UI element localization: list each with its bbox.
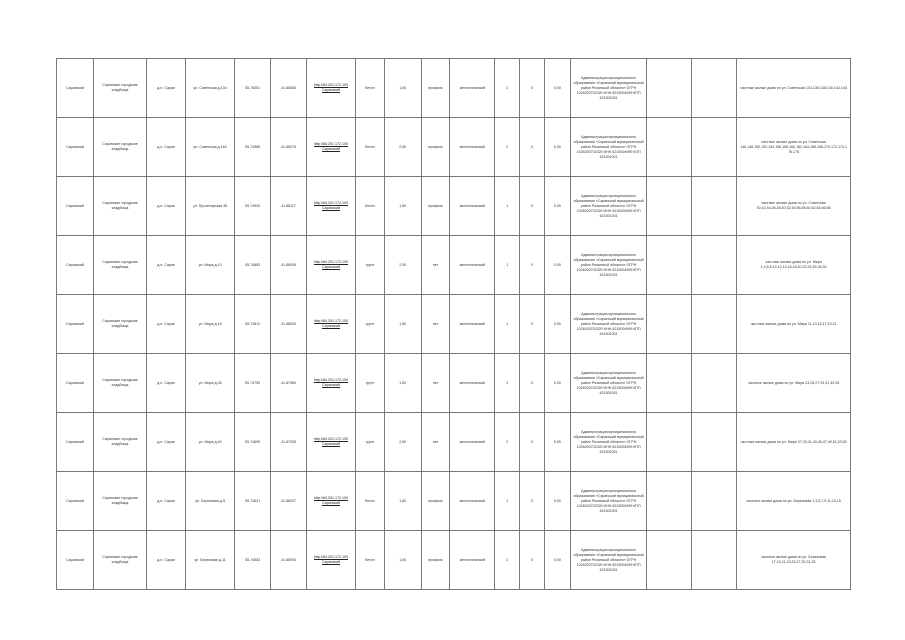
table-cell: частные жилые дома по ул. Мира 11,13,15,17,19,21 (737, 295, 851, 354)
table-cell: Сарапские городские кладбища (93, 354, 146, 413)
table-cell: Администрация муниципального образования «Сарапский муниципальный район Рязанской области» ОГРН 1026200702320 ИНН 6215004999 КПП 621501001 (571, 177, 647, 236)
table-cell: Сарапский (57, 354, 94, 413)
table-cell: бетон (356, 531, 385, 590)
table-cell[interactable]: http://84.201.172.100 Сарапский (306, 354, 355, 413)
table-cell: 41.88275 (271, 118, 307, 177)
table-cell: частные жилые дома по ул. Березовая 17,19,21,23,25,27,29,31,33 (737, 531, 851, 590)
table-cell (646, 118, 691, 177)
table-cell: 1,60 (384, 59, 421, 118)
table-cell: металлический (450, 59, 495, 118)
table-cell: 0,00 (544, 354, 571, 413)
table-cell: 0 (519, 177, 544, 236)
table-cell: 41.88117 (271, 177, 307, 236)
table-cell: 0 (519, 531, 544, 590)
table-cell: 55.74695 (235, 413, 271, 472)
table-cell (646, 531, 691, 590)
table-cell[interactable]: http://84.201.172.100 Сарапский (306, 472, 355, 531)
table-cell: нет (421, 354, 450, 413)
table-cell: 55.74755 (235, 354, 271, 413)
table-cell: частные жилые дома по ул. Советская 134,136,138,140,142,144 (737, 59, 851, 118)
table-cell: 0 (519, 118, 544, 177)
table-cell: 41.88355 (271, 59, 307, 118)
table-cell: 0,00 (544, 177, 571, 236)
table-cell (692, 59, 737, 118)
table-cell (692, 236, 737, 295)
table-row (57, 295, 851, 354)
table-cell: частные жилые дома по ул. Мира 37,39,41,43,45,47,49,51,53,55 (737, 413, 851, 472)
table-cell: Администрация муниципального образования «Сарапский муниципальный район Рязанской области» ОГРН 1026200702320 ИНН 6215004999 КПП 621501001 (571, 295, 647, 354)
table-cell: д.п. Сарап (147, 118, 186, 177)
table-cell: грунт (356, 236, 385, 295)
table-cell[interactable]: http://84.201.172.100 Сарапский (306, 295, 355, 354)
table-cell: 55.75051 (235, 59, 271, 118)
table-row (57, 531, 851, 590)
table-cell: ул. Мира д.16 (186, 295, 235, 354)
table-cell: бетон (356, 118, 385, 177)
table-cell: ул. Березовая д.11 (186, 531, 235, 590)
table-cell: 1,60 (384, 177, 421, 236)
table-cell: 1,60 (384, 354, 421, 413)
table-cell: Сарапские городские кладбища (93, 472, 146, 531)
table-cell: 55.74811 (235, 295, 271, 354)
table-cell: нет (421, 413, 450, 472)
table-cell: профиль (421, 118, 450, 177)
table-cell: 41.87935 (271, 413, 307, 472)
table-cell: 0 (519, 59, 544, 118)
table-cell: частные жилые дома по ул. Советская 40,42,44,46,48,50,52,54,56,58,60,62,64,66,68 (737, 177, 851, 236)
table-cell (646, 413, 691, 472)
table-cell: частные жилые дома по ул. Мира 23,25,27,29,31,33,35 (737, 354, 851, 413)
table-cell (692, 354, 737, 413)
table-cell: Сарапский (57, 472, 94, 531)
table-cell: бетон (356, 177, 385, 236)
table-cell: 1 (495, 354, 520, 413)
table-cell: 1 (495, 531, 520, 590)
table-cell: 55.74985 (235, 118, 271, 177)
table-row (57, 118, 851, 177)
table-cell: грунт (356, 295, 385, 354)
table-cell: Сарапский (57, 236, 94, 295)
table-cell: Сарапские городские кладбища (93, 118, 146, 177)
table-cell: металлический (450, 354, 495, 413)
table-cell[interactable]: http://84.201.172.100 Сарапский (306, 118, 355, 177)
table-cell (692, 295, 737, 354)
table-cell: д.п. Сарап (147, 531, 186, 590)
table-cell: частные жилые дома по ул. Березовая 1,3,5,7,9,11,13,15 (737, 472, 851, 531)
table-body (57, 59, 851, 590)
table-cell: Сарапские городские кладбища (93, 531, 146, 590)
table-cell: ул. Советская д.162 (186, 118, 235, 177)
table-cell: ул. Мира д.40 (186, 413, 235, 472)
table-cell: ул. Мира д.28 (186, 354, 235, 413)
table-cell (646, 472, 691, 531)
table-cell (692, 413, 737, 472)
table-cell (646, 236, 691, 295)
table-cell: Администрация муниципального образования «Сарапский муниципальный район Рязанской области» ОГРН 1026200702320 ИНН 6215004999 КПП 621501001 (571, 118, 647, 177)
table-cell: 1 (495, 236, 520, 295)
table-cell: д.п. Сарап (147, 236, 186, 295)
table-cell: Администрация муниципального образования «Сарапский муниципальный район Рязанской области» ОГРН 1026200702320 ИНН 6215004999 КПП 621501001 (571, 531, 647, 590)
table-cell: Сарапские городские кладбища (93, 177, 146, 236)
table-cell: 0 (519, 236, 544, 295)
table-cell: 0,00 (544, 413, 571, 472)
table-cell: профиль (421, 472, 450, 531)
table-cell: д.п. Сарап (147, 295, 186, 354)
table-cell: ул. Советская д.104 (186, 59, 235, 118)
table-cell: Администрация муниципального образования «Сарапский муниципальный район Рязанской области» ОГРН 1026200702320 ИНН 6215004999 КПП 621501001 (571, 354, 647, 413)
registry-table (56, 58, 851, 590)
table-cell: 2,50 (384, 236, 421, 295)
table-cell: 2 (495, 413, 520, 472)
table-cell: частные жилые дома по ул. Мира 1,4,6,8,10,12,14,16,18,20,22,24,26,28,30 (737, 236, 851, 295)
table-cell[interactable]: http://84.201.172.100 Сарапский (306, 59, 355, 118)
table-row (57, 354, 851, 413)
table-cell (692, 177, 737, 236)
table-cell: 2,50 (384, 118, 421, 177)
table-cell (646, 295, 691, 354)
table-cell: Администрация муниципального образования «Сарапский муниципальный район Рязанской области» ОГРН 1026200702320 ИНН 6215004999 КПП 621501001 (571, 236, 647, 295)
table-cell: 55.74883 (235, 236, 271, 295)
table-cell: бетон (356, 59, 385, 118)
table-cell: 55.74930 (235, 177, 271, 236)
table-cell: 1 (495, 472, 520, 531)
table-cell: металлический (450, 295, 495, 354)
table-cell: Администрация муниципального образования «Сарапский муниципальный район Рязанской области» ОГРН 1026200702320 ИНН 6215004999 КПП 621501001 (571, 472, 647, 531)
table-cell (646, 177, 691, 236)
table-cell: Сарапский (57, 177, 94, 236)
table-cell: 41.88093 (271, 531, 307, 590)
table-cell: Сарапские городские кладбища (93, 59, 146, 118)
table-cell: 41.88059 (271, 236, 307, 295)
table-cell: 55.74583 (235, 531, 271, 590)
table-cell[interactable]: http://84.201.172.100 Сарапский (306, 177, 355, 236)
table-cell: 0 (519, 354, 544, 413)
table-cell: д.п. Сарап (147, 472, 186, 531)
table-cell: 0,00 (544, 236, 571, 295)
table-cell: Сарапские городские кладбища (93, 413, 146, 472)
table-cell[interactable]: http://84.201.172.100 Сарапский (306, 531, 355, 590)
table-cell: Сарапский (57, 413, 94, 472)
table-cell: 41.88025 (271, 295, 307, 354)
table-cell: металлический (450, 236, 495, 295)
table-cell (692, 472, 737, 531)
table-cell: 1,60 (384, 295, 421, 354)
table-cell: Сарапский (57, 531, 94, 590)
table-cell: металлический (450, 118, 495, 177)
table-cell: частные жилые дома по ул. Советская 146,148,150,152,154,156,158,160,162,164,166,168,170,172,174,176,178 (737, 118, 851, 177)
table-cell: профиль (421, 177, 450, 236)
table-cell: 0 (519, 472, 544, 531)
table-row (57, 59, 851, 118)
table-row (57, 472, 851, 531)
table-cell: металлический (450, 413, 495, 472)
table-cell: 1,60 (384, 531, 421, 590)
table-cell: металлический (450, 177, 495, 236)
table-cell (646, 59, 691, 118)
table-cell: 0,00 (544, 59, 571, 118)
table-row (57, 236, 851, 295)
table-cell: 2 (495, 118, 520, 177)
table-cell: нет (421, 295, 450, 354)
table-cell: 0,00 (544, 295, 571, 354)
table-cell: Сарапский (57, 59, 94, 118)
table-cell: металлический (450, 472, 495, 531)
table-cell: 0,00 (544, 531, 571, 590)
table-cell: д.п. Сарап (147, 413, 186, 472)
table-cell: Администрация муниципального образования «Сарапский муниципальный район Рязанской области» ОГРН 1026200702320 ИНН 6215004999 КПП 621501001 (571, 413, 647, 472)
table-cell: 41.87984 (271, 354, 307, 413)
table-cell (692, 531, 737, 590)
table-cell: 0,00 (544, 118, 571, 177)
table-cell: грунт (356, 354, 385, 413)
table-cell: ул. Пролетарская 35 (186, 177, 235, 236)
table-row (57, 413, 851, 472)
table-cell: нет (421, 236, 450, 295)
table-cell: 0 (519, 295, 544, 354)
table-cell: д.п. Сарап (147, 354, 186, 413)
table-cell: 0,00 (544, 472, 571, 531)
table-cell[interactable]: http://84.201.172.100 Сарапский (306, 236, 355, 295)
table-cell: Сарапский (57, 118, 94, 177)
table-cell: 1 (495, 59, 520, 118)
table-cell: ул. Березовая д.5 (186, 472, 235, 531)
table-cell: Сарапский (57, 295, 94, 354)
table-cell: профиль (421, 59, 450, 118)
table-cell: 1 (495, 177, 520, 236)
table-cell: бетон (356, 472, 385, 531)
table-cell: 1,60 (384, 472, 421, 531)
table-cell: 2,50 (384, 413, 421, 472)
table-cell: Сарапские городские кладбища (93, 295, 146, 354)
table-cell: ул. Мира д.10 (186, 236, 235, 295)
table-cell: Сарапские городские кладбища (93, 236, 146, 295)
table-cell: 1 (495, 295, 520, 354)
table-cell: металлический (450, 531, 495, 590)
table-cell: д.п. Сарап (147, 177, 186, 236)
table-cell: 41.88037 (271, 472, 307, 531)
table-cell: профиль (421, 531, 450, 590)
table-cell: 55.74631 (235, 472, 271, 531)
table-cell: грунт (356, 413, 385, 472)
table-cell (692, 118, 737, 177)
table-cell: д.п. Сарап (147, 59, 186, 118)
table-cell: 0 (519, 413, 544, 472)
table-row (57, 177, 851, 236)
table-cell[interactable]: http://84.201.172.100 Сарапский (306, 413, 355, 472)
table-cell (646, 354, 691, 413)
table-cell: Администрация муниципального образования «Сарапский муниципальный район Рязанской области» ОГРН 1026200702320 ИНН 6215004999 КПП 621501001 (571, 59, 647, 118)
